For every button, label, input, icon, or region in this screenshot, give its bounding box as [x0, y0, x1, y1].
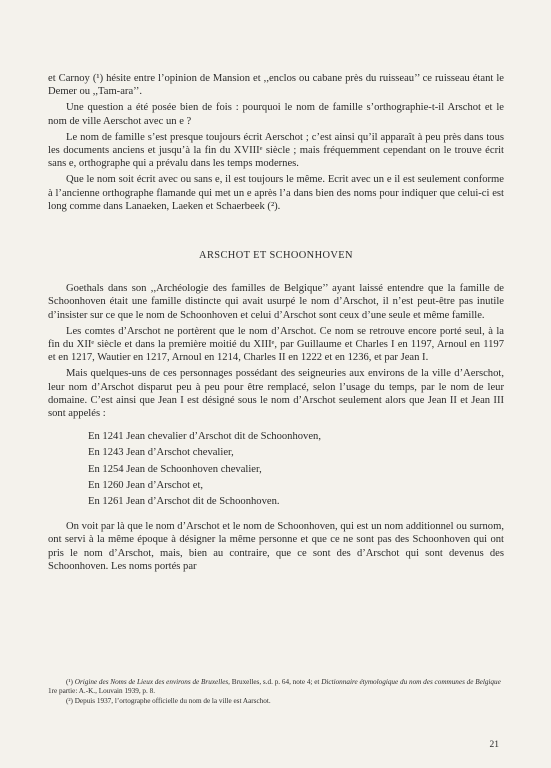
- paragraph-5: Goethals dans son ,,Archéologie des familles de Belgique’’ ayant laissé entendre que la famille de Schoonhoven était une famille distincte qui avait usurpé le nom d’Arschot, il n’est peut-être pas inutile d’insister sur ce que le nom de Schoonhoven et celui d’Arschot sont ceux d’une seule et même famille.: [48, 283, 504, 321]
- paragraph-6: Les comtes d’Arschot ne portèrent que le nom d’Arschot. Ce nom se retrouve encore porté seul, à la fin du XIIᵉ siècle et dans la première moitié du XIIIᵉ, par Guillaume et Charles I en 1197, Arnoul en 1197 et en 1217, Wautier en 1217, Arnoul en 1214, Charles II en 1222 et en 1236, et par Jean I.: [48, 325, 504, 364]
- paragraph-7: Mais quelques-uns de ces personnages possédant des seigneuries aux environs de la ville d’Aerschot, leur nom d’Arschot disparut peu à peu pour être remplacé, selon l’usage du temps, par le nom de leur domaine. C’est ainsi que Jean I est désigné sous le nom d’Arschot seulement alors que Jean II et Jean III sont appelés :: [48, 368, 504, 420]
- paragraph-2: Une question a été posée bien de fois : pourquoi le nom de famille s’orthographie-t-il Arschot et le nom de ville Aerschot avec un e ?: [48, 102, 504, 127]
- paragraph-4: Que le nom soit écrit avec ou sans e, il est toujours le même. Ecrit avec un e il est seulement conforme à l’ancienne orthographe flamande qui met un e après l’a dans bien des noms pour indiquer que celui-ci est long comme dans Lanaeken, Laeken et Schaerbeek (²).: [48, 174, 504, 212]
- section-heading: ARSCHOT ET SCHOONHOVEN: [199, 250, 353, 262]
- name-list: [88, 430, 504, 508]
- footnote-1-text-2: 1re partie: A.-K., Louvain 1939, p. 8.: [48, 687, 155, 696]
- paragraph-3: Le nom de famille s’est presque toujours écrit Aerschot ; c’est ainsi qu’il apparaît à peu près dans tous les documents anciens et jusqu’à la fin du XVIIIᵉ siècle ; mais fréquemment cependant on le trouve écrit sans e, orthographe qui a prévalu dans les temps modernes.: [48, 131, 504, 170]
- footnotes: [48, 678, 504, 706]
- list-item: En 1243 Jean d’Arschot chevalier,: [88, 447, 234, 459]
- list-item: En 1261 Jean d’Arschot dit de Schoonhoven.: [88, 496, 280, 508]
- list-item: En 1254 Jean de Schoonhoven chevalier,: [88, 463, 262, 475]
- page-number: 21: [489, 740, 499, 750]
- list-item: En 1260 Jean d’Arschot et,: [88, 479, 204, 491]
- footnote-1-text: Bruxelles, s.d. p. 64, note 4; et: [231, 678, 320, 686]
- footnote-1: [48, 678, 504, 697]
- paragraph-8: On voit par là que le nom d’Arschot et le nom de Schoonhoven, qui est un nom additionnel ou surnom, ont servi à la même époque à désigner la même personne et que ce ne sont pas des Schoonhoven qui ont pris le nom d’Arschot, mais, bien au contraire, que ce sont des d’Arschot qui sont devenus des Schoonhoven. Les noms portés par: [48, 521, 504, 572]
- body-text: [48, 72, 504, 576]
- list-item: En 1241 Jean chevalier d’Arschot dit de Schoonhoven,: [88, 431, 322, 443]
- footnote-1-title: Origine des Noms de Lieux des environs de Bruxelles,: [74, 678, 230, 686]
- paragraph-1: et Carnoy (¹) hésite entre l’opinion de Mansion et ,,enclos ou cabane près du ruisseau’’ ce ruisseau étant le Demer ou ,,Tam-ara’’.: [48, 73, 504, 98]
- footnote-1-mark: (¹): [66, 678, 73, 686]
- footnote-1-title-2: Dictionnaire étymologique du nom des communes de Belgique: [321, 678, 501, 686]
- footnote-2: (²) Depuis 1937, l’ortographe officielle du nom de la ville est Aarschot.: [66, 696, 271, 705]
